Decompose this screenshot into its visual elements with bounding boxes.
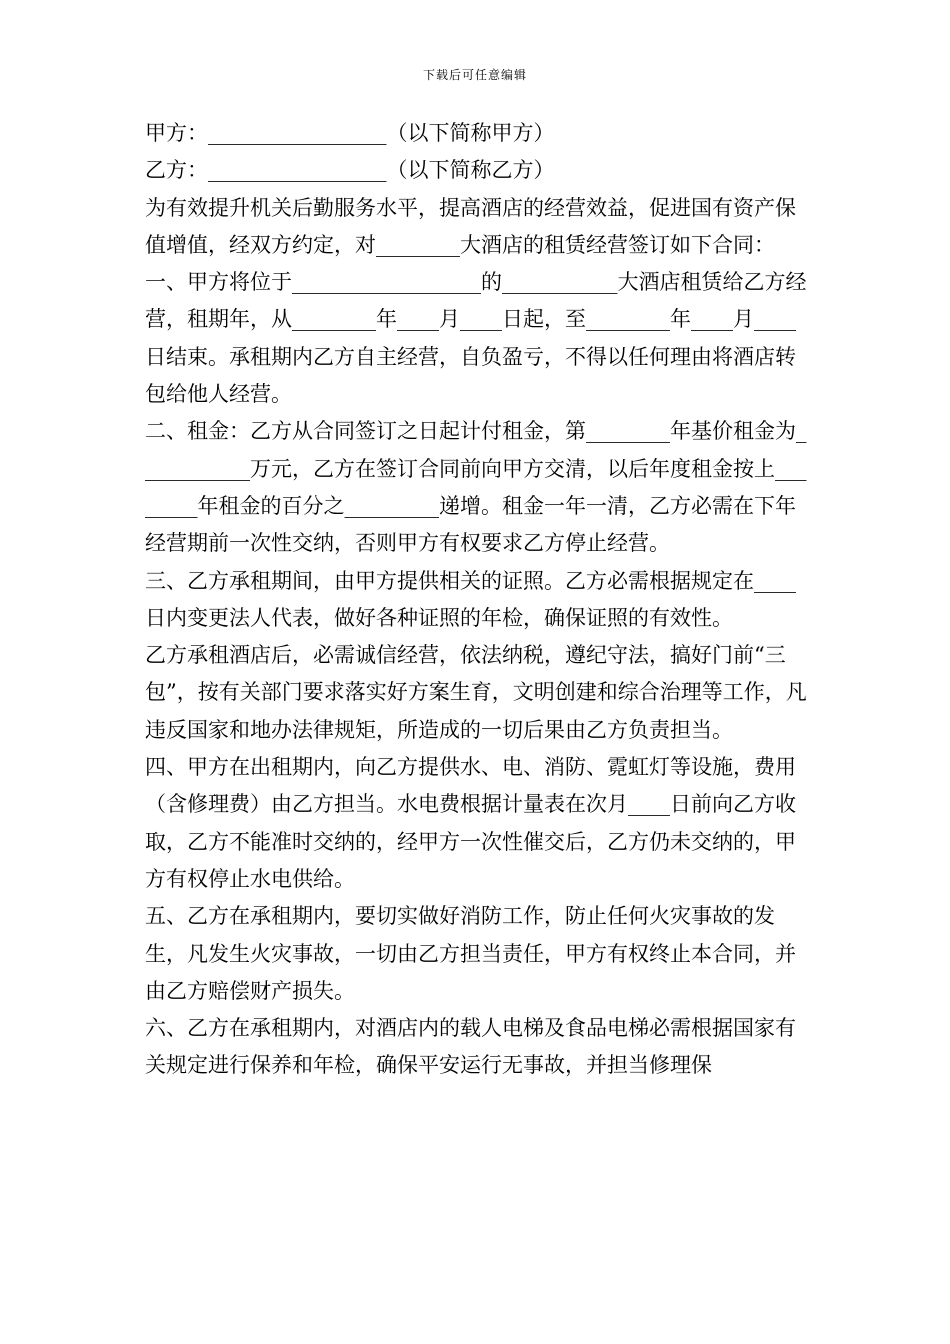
party-a-line: 甲方：_________________（以下简称甲方） (145, 121, 555, 145)
preamble-paragraph: 为有效提升机关后勤服务水平，提高酒店的经营效益，促进国有资产保值增值，经双方约定，对________大酒店的租赁经营签订如下合同： (145, 195, 796, 257)
page-header: 下载后可任意编辑 (422, 68, 527, 82)
clause-2: 二、租金：乙方从合同签订之日起计付租金，第________年基价租金为___________万元，乙方在签订合同前向甲方交清，以后年度租金按上________年租金的百分之_________递增。租金一年一清，乙方必需在下年经营期前一次性交纳，否则甲方有权要求乙方停止经营。 (145, 419, 807, 556)
clause-3-continued: 乙方承租酒店后，必需诚信经营，依法纳税，遵纪守法，搞好门前“三包”，按有关部门要求落实好方案生育，文明创建和综合治理等工作，凡违反国家和地办法律规矩，所造成的一切后果由乙方负责担当。 (145, 643, 807, 742)
clause-3: 三、乙方承租期间，由甲方提供相关的证照。乙方必需根据规定在____日内变更法人代表，做好各种证照的年检，确保证照的有效性。 (145, 568, 796, 630)
party-b-line: 乙方：_________________（以下简称乙方） (145, 158, 555, 183)
clause-1: 一、甲方将位于__________________的___________大酒店租赁给乙方经营，租期年，从________年____月____日起，至________年____月____日结束。承租期内乙方自主经营，自负盈亏，不得以任何理由将酒店转包给他人经营。 (145, 270, 807, 407)
clause-4: 四、甲方在出租期内，向乙方提供水、电、消防、霓虹灯等设施，费用（含修理费）由乙方担当。水电费根据计量表在次月____日前向乙方收取，乙方不能准时交纳的，经甲方一次性催交后，乙方仍未交纳的，甲方有权停止水电供给。 (145, 755, 796, 891)
clause-5: 五、乙方在承租期内，要切实做好消防工作，防止任何火灾事故的发生，凡发生火灾事故，一切由乙方担当责任，甲方有权终止本合同，并由乙方赔偿财产损失。 (145, 904, 796, 1003)
clause-6: 六、乙方在承租期内，对酒店内的载人电梯及食品电梯必需根据国家有关规定进行保养和年检，确保平安运行无事故，并担当修理保 (145, 1016, 796, 1078)
contract-body (145, 115, 810, 1085)
